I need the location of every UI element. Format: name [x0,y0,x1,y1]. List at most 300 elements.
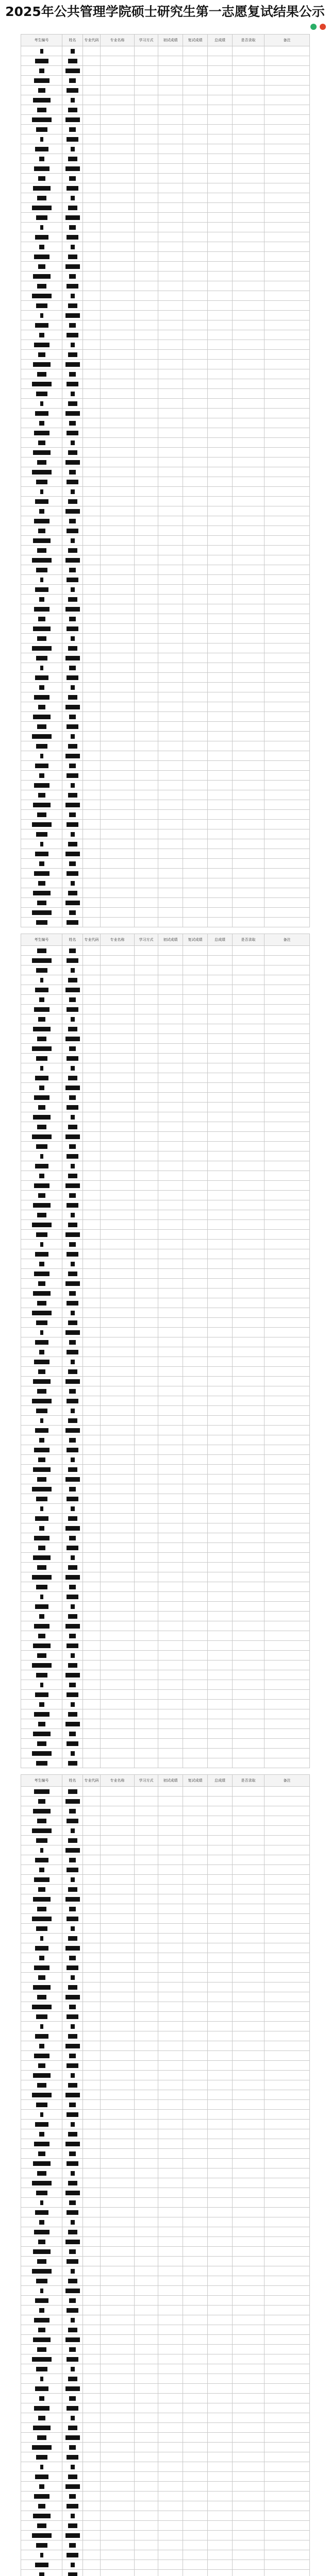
table-cell [183,1670,208,1680]
table-cell [158,761,183,771]
redaction-block [65,313,80,318]
table-row [21,1690,310,1700]
table-cell [21,86,62,95]
table-cell [62,1660,83,1670]
table-cell [208,1934,233,1943]
table-cell [21,2315,62,2325]
table-cell [62,1612,83,1621]
table-cell [208,291,233,301]
redaction-block [40,1330,43,1335]
table-cell [62,1934,83,1943]
table-cell [83,975,101,985]
table-cell [233,1112,265,1122]
table-cell [135,1151,158,1161]
table-cell [21,360,62,369]
table-cell [233,1005,265,1014]
table-cell [83,1200,101,1210]
table-cell [83,918,101,927]
table-cell [101,1992,135,2002]
table-row [21,1865,310,1875]
redaction-block [37,108,46,112]
table-cell [208,1700,233,1709]
redaction-block [37,1301,46,1306]
table-cell [135,2266,158,2276]
table-cell [265,1005,310,1014]
table-cell [21,2472,62,2482]
table-cell [83,663,101,673]
table-cell [135,790,158,800]
redaction-block [65,1575,80,1580]
table-cell [135,1083,158,1093]
table-row [21,1806,310,1816]
table-cell [208,2296,233,2306]
table-cell [21,2217,62,2227]
table-row [21,1073,310,1083]
table-cell [183,908,208,918]
table-cell [265,2384,310,2394]
table-cell [265,614,310,624]
table-cell [135,2012,158,2022]
table-cell [83,1122,101,1132]
table-row [21,2325,310,2335]
table-cell [265,340,310,350]
table-cell [135,1592,158,1602]
table-cell [233,839,265,849]
table-cell [183,790,208,800]
table-cell [208,1982,233,1992]
table-cell [135,2139,158,2149]
table-cell [62,673,83,683]
table-cell [233,95,265,105]
table-cell [265,1484,310,1494]
table-cell [158,262,183,272]
table-cell [101,751,135,761]
table-cell [233,448,265,457]
table-cell [62,1200,83,1210]
table-cell [183,1797,208,1806]
redaction-block [69,323,76,328]
table-cell [83,1729,101,1739]
table-cell [208,320,233,330]
table-cell [183,673,208,683]
table-cell [208,1924,233,1934]
table-cell [183,2276,208,2286]
table-cell [233,1249,265,1259]
table-cell [233,643,265,653]
table-cell [62,790,83,800]
weibo-icon[interactable] [320,24,326,30]
table-cell [233,223,265,232]
table-cell [158,2080,183,2090]
table-cell [62,1034,83,1044]
redaction-block [37,1125,46,1129]
table-cell [135,1005,158,1014]
table-cell [83,301,101,311]
table-cell [101,1670,135,1680]
table-cell [135,516,158,526]
table-cell [135,320,158,330]
redaction-block [36,568,47,572]
table-cell [158,1641,183,1651]
table-cell [183,262,208,272]
table-row [21,1122,310,1132]
table-cell [183,1592,208,1602]
table-row [21,800,310,810]
results-table [21,934,310,1768]
table-cell [83,1142,101,1151]
table-cell [183,1328,208,1337]
redaction-block [69,1242,76,1247]
table-cell [158,272,183,281]
table-cell [233,1739,265,1749]
redaction-block [36,2455,47,2460]
table-cell [158,946,183,956]
table-cell [183,2149,208,2159]
table-cell [183,2531,208,2540]
table-cell [101,1494,135,1504]
table-cell [208,95,233,105]
table-cell [158,1582,183,1592]
table-cell [265,350,310,360]
table-cell [233,105,265,115]
table-cell [208,1651,233,1660]
table-cell [62,1739,83,1749]
table-cell [135,369,158,379]
redaction-block [71,1458,75,1462]
table-cell [183,183,208,193]
redaction-block [33,2337,51,2342]
redaction-block [65,656,80,660]
table-cell [62,781,83,790]
table-cell [158,2247,183,2257]
table-row [21,448,310,457]
table-cell [62,1729,83,1739]
table-row [21,379,310,389]
table-cell [62,1700,83,1709]
table-cell [62,585,83,595]
table-cell [101,1885,135,1894]
table-cell [233,1709,265,1719]
table-row [21,1680,310,1690]
table-cell [21,2208,62,2217]
table-cell [208,262,233,272]
table-cell [158,1514,183,1523]
table-cell [135,1504,158,1514]
column-header: 是否录取 [233,1775,265,1787]
table-row [21,330,310,340]
table-cell [158,457,183,467]
table-cell [101,1982,135,1992]
table-cell [83,878,101,888]
table-cell [83,1386,101,1396]
table-cell [183,134,208,144]
table-cell [208,663,233,673]
table-cell [208,555,233,565]
table-row [21,1161,310,1171]
table-cell [135,105,158,115]
table-cell [233,1191,265,1200]
table-cell [208,898,233,908]
table-cell [265,1787,310,1797]
table-cell [62,2100,83,2110]
redaction-block [67,88,78,93]
table-cell [233,1631,265,1641]
table-cell [265,418,310,428]
table-cell [233,1504,265,1514]
table-cell [265,869,310,878]
table-cell [101,1337,135,1347]
article-meta [0,21,330,34]
table-row [21,2110,310,2120]
table-row [21,2315,310,2325]
table-cell [62,2022,83,2031]
redaction-block [36,1409,47,1413]
table-cell [135,604,158,614]
table-cell [83,2217,101,2227]
table-cell [183,975,208,985]
table-cell [158,1200,183,1210]
table-cell [135,781,158,790]
table-cell [135,1328,158,1337]
table-cell [183,1855,208,1865]
table-cell [183,1553,208,1563]
table-cell [233,859,265,869]
table-cell [208,800,233,810]
table-cell [208,1171,233,1181]
table-cell [233,301,265,311]
redaction-block [67,626,78,631]
redaction-block [68,1761,77,1766]
table-cell [135,1122,158,1132]
table-cell [21,1318,62,1328]
table-cell [101,1533,135,1543]
table-cell [135,154,158,164]
table-cell [21,340,62,350]
table-cell [265,2090,310,2100]
table-cell [158,1122,183,1132]
redaction-block [65,988,80,992]
table-cell [101,1543,135,1553]
table-cell [158,1054,183,1063]
table-cell [158,1572,183,1582]
table-cell [83,849,101,859]
table-cell [208,1621,233,1631]
table-cell [135,262,158,272]
table-cell [101,2433,135,2443]
table-cell [135,526,158,536]
table-cell [183,1308,208,1318]
redaction-block [39,1174,44,1178]
table-cell [101,232,135,242]
redaction-block [33,1985,51,1990]
redaction-block [68,1076,77,1080]
table-cell [158,2325,183,2335]
redaction-block [69,1340,76,1345]
table-cell [265,820,310,829]
table-cell [101,2286,135,2296]
table-row [21,1533,310,1543]
table-cell [183,1660,208,1670]
table-cell [208,2325,233,2335]
redaction-block [67,480,78,484]
table-cell [21,918,62,927]
redaction-block [71,49,75,54]
table-row [21,820,310,829]
table-cell [183,2012,208,2022]
redaction-block [71,489,75,494]
table-cell [208,1240,233,1249]
table-cell [135,360,158,369]
table-cell [208,839,233,849]
table-row [21,223,310,232]
table-cell [62,1894,83,1904]
table-cell [135,2325,158,2335]
table-cell [158,291,183,301]
redaction-block [68,1467,77,1472]
redaction-block [68,1838,77,1843]
table-cell [265,2296,310,2306]
table-cell [183,692,208,702]
table-cell [83,1063,101,1073]
table-row [21,95,310,105]
redaction-block [37,1819,46,1823]
table-cell [101,2550,135,2560]
table-cell [183,56,208,66]
table-cell [233,2364,265,2374]
table-cell [208,1758,233,1768]
table-cell [62,1083,83,1093]
table-cell [83,144,101,154]
table-cell [135,1367,158,1377]
table-cell [265,1191,310,1200]
table-row [21,2129,310,2139]
table-cell [265,1357,310,1367]
table-row [21,262,310,272]
table-cell [233,1845,265,1855]
table-row [21,1621,310,1631]
redaction-block [71,1604,75,1609]
table-cell [62,2511,83,2521]
table-cell [183,1161,208,1171]
table-cell [158,2384,183,2394]
table-cell [265,1161,310,1171]
table-cell [208,193,233,203]
table-cell [101,898,135,908]
table-cell [101,1005,135,1014]
redaction-block [68,2279,77,2283]
table-cell [233,595,265,604]
table-cell [62,1953,83,1963]
table-cell [158,438,183,448]
table-cell [101,1836,135,1845]
table-cell [62,829,83,839]
table-cell [135,1200,158,1210]
table-cell [21,1514,62,1523]
redaction-block [34,343,50,347]
redaction-block [65,754,80,758]
table-cell [83,2080,101,2090]
redaction-block [34,2230,50,2234]
table-cell [208,595,233,604]
table-row [21,1836,310,1845]
table-cell [183,1220,208,1230]
table-cell [183,1543,208,1553]
table-cell [101,849,135,859]
table-cell [183,1014,208,1024]
redaction-block [39,1086,44,1090]
table-cell [21,946,62,956]
table-cell [265,2482,310,2492]
table-cell [83,134,101,144]
redaction-block [71,968,75,973]
table-cell [208,1269,233,1279]
table-cell [208,985,233,995]
table-cell [158,1455,183,1465]
table-cell [158,1318,183,1328]
table-cell [183,1719,208,1729]
table-cell [158,604,183,614]
table-cell [183,859,208,869]
table-cell [62,2384,83,2394]
table-row [21,2335,310,2345]
table-cell [183,1103,208,1112]
redaction-block [36,2014,47,2019]
table-cell [83,2227,101,2237]
table-cell [83,1406,101,1416]
table-cell [135,2364,158,2374]
table-cell [83,1014,101,1024]
table-cell [183,878,208,888]
table-cell [135,134,158,144]
table-cell [265,1142,310,1151]
table-cell [101,1719,135,1729]
table-cell [21,1719,62,1729]
table-cell [183,869,208,878]
table-cell [158,624,183,634]
table-cell [265,2306,310,2315]
table-row [21,1787,310,1797]
table-cell [208,918,233,927]
table-cell [21,262,62,272]
table-cell [233,1543,265,1553]
table-row [21,1142,310,1151]
table-cell [183,330,208,340]
table-cell [21,1455,62,1465]
table-cell [101,1328,135,1337]
table-cell [158,888,183,898]
table-cell [135,888,158,898]
table-cell [101,183,135,193]
table-cell [135,125,158,134]
redaction-block [71,196,75,200]
table-cell [233,477,265,487]
redaction-block [39,1350,44,1354]
table-cell [62,1797,83,1806]
table-cell [62,438,83,448]
wechat-icon[interactable] [310,24,317,30]
table-cell [208,995,233,1005]
table-cell [158,1445,183,1455]
table-cell [233,2129,265,2139]
table-cell [158,2462,183,2472]
table-cell [101,418,135,428]
redaction-block [34,783,50,788]
table-cell [233,1533,265,1543]
table-cell [135,1514,158,1523]
table-cell [158,2129,183,2139]
table-cell [183,1024,208,1034]
table-cell [62,1885,83,1894]
